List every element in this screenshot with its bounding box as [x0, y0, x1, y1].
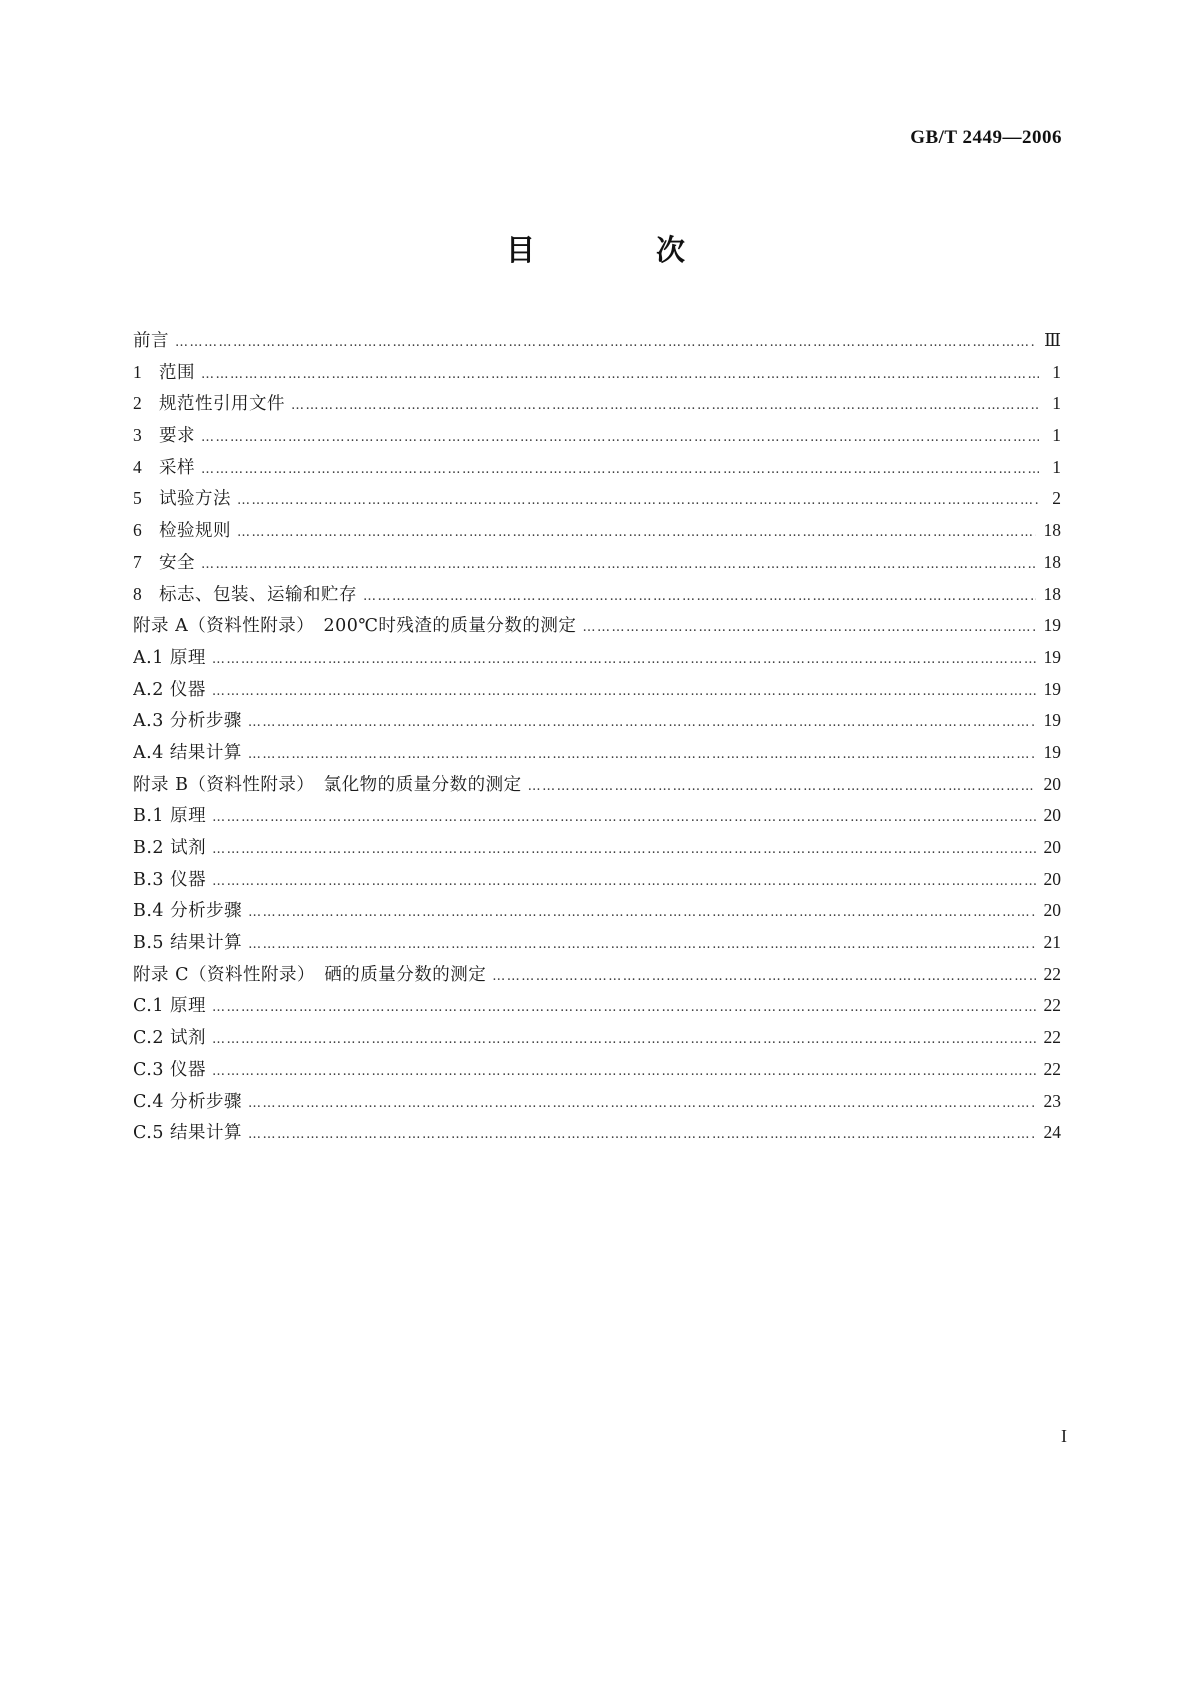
toc-entry-label: 3 要求: [133, 425, 195, 447]
toc-entry-a4[interactable]: [133, 739, 1061, 771]
toc-leader-dots: [212, 1064, 1035, 1079]
toc-leader-dots: [582, 620, 1035, 635]
toc-entry-page: 1: [1052, 361, 1061, 382]
toc-leader-dots: [201, 557, 1036, 572]
toc-leader-dots: [492, 969, 1035, 984]
toc-entry-page: 20: [1043, 900, 1061, 921]
toc-entry-label: 附录 B（资料性附录） 氯化物的质量分数的测定: [133, 774, 522, 795]
toc-leader-dots: [363, 589, 1036, 604]
toc-entry-8[interactable]: [133, 581, 1061, 613]
toc-entry-label: 附录 A（资料性附录） 200℃时残渣的质量分数的测定: [133, 616, 577, 637]
toc-entry-page: 19: [1043, 678, 1061, 699]
toc-entry-label: B.5 结果计算: [133, 933, 243, 954]
toc-leader-dots: [248, 715, 1036, 730]
toc-entry-c1[interactable]: [133, 992, 1061, 1024]
toc-leader-dots: [248, 1127, 1035, 1142]
toc-entry-page: 19: [1043, 741, 1061, 762]
toc-entry-page: 19: [1043, 710, 1061, 731]
toc-entry-page: Ⅲ: [1044, 330, 1061, 350]
toc-entry-page: 2: [1052, 488, 1061, 509]
page-number: I: [1061, 1426, 1067, 1446]
toc-entry-preface[interactable]: [133, 327, 1061, 359]
toc-entry-page: 20: [1043, 868, 1061, 889]
toc-entry-page: 19: [1043, 646, 1061, 667]
toc-entry-a1[interactable]: [133, 644, 1061, 676]
toc-entry-label: C.5 结果计算: [133, 1123, 243, 1144]
toc-entry-label: C.1 原理: [133, 996, 207, 1017]
toc-entry-page: 24: [1043, 1122, 1061, 1143]
toc-entry-b1[interactable]: [133, 802, 1061, 834]
toc-entry-page: 23: [1043, 1090, 1061, 1111]
toc-entry-appendix-a[interactable]: [133, 612, 1061, 644]
toc-entry-page: 1: [1052, 425, 1061, 446]
toc-entry-page: 22: [1043, 963, 1061, 984]
toc-entry-label: 前言: [133, 331, 169, 351]
toc-entry-c5[interactable]: [133, 1119, 1061, 1151]
toc-leader-dots: [201, 462, 1039, 477]
toc-entry-7[interactable]: [133, 549, 1061, 581]
toc-entry-5[interactable]: [133, 485, 1061, 517]
toc-entry-label: A.4 结果计算: [133, 742, 242, 763]
toc-entry-label: 4 采样: [133, 456, 195, 478]
toc-entry-page: 18: [1043, 551, 1061, 572]
toc-entry-page: 20: [1043, 837, 1061, 857]
toc-entry-page: 18: [1043, 583, 1061, 604]
toc-leader-dots: [175, 335, 1036, 350]
toc-entry-number: 3: [133, 425, 143, 446]
toc-entry-b2[interactable]: [133, 834, 1061, 866]
toc-entry-3[interactable]: [133, 422, 1061, 454]
toc-entry-page: 22: [1043, 1027, 1061, 1048]
toc-entry-b4[interactable]: [133, 897, 1061, 929]
toc-entry-label: B.2 试剂: [133, 838, 207, 858]
toc-leader-dots: [212, 842, 1035, 857]
toc-entry-number: 1: [133, 361, 143, 382]
toc-entry-a2[interactable]: [133, 676, 1061, 708]
toc-entry-page: 22: [1043, 995, 1061, 1016]
table-of-contents: [133, 327, 1061, 1151]
toc-entry-number: 2: [133, 393, 143, 414]
toc-leader-dots: [212, 874, 1035, 889]
toc-entry-number: 4: [133, 456, 143, 477]
toc-entry-label: 6 检验规则: [133, 520, 231, 542]
toc-entry-label: B.1 原理: [133, 806, 207, 827]
toc-entry-a3[interactable]: [133, 707, 1061, 739]
toc-leader-dots: [212, 1000, 1035, 1015]
toc-entry-label: C.3 仪器: [133, 1059, 207, 1080]
toc-leader-dots: [237, 525, 1036, 540]
toc-entry-label: 7 安全: [133, 551, 195, 573]
toc-entry-4[interactable]: [133, 454, 1061, 486]
toc-entry-page: 20: [1043, 773, 1061, 794]
toc-entry-2[interactable]: [133, 390, 1061, 422]
toc-entry-appendix-c[interactable]: [133, 961, 1061, 993]
toc-entry-b5[interactable]: [133, 929, 1061, 961]
toc-entry-label: C.4 分析步骤: [133, 1091, 243, 1112]
toc-entry-page: 19: [1043, 615, 1061, 636]
toc-entry-label: A.2 仪器: [133, 679, 206, 700]
toc-entry-number: 7: [133, 551, 143, 572]
toc-leader-dots: [212, 652, 1036, 667]
toc-leader-dots: [212, 684, 1036, 699]
toc-entry-label: B.3 仪器: [133, 869, 207, 890]
toc-entry-number: 8: [133, 583, 143, 604]
toc-leader-dots: [248, 937, 1035, 952]
toc-entry-label: A.1 原理: [133, 647, 206, 668]
toc-leader-dots: [248, 747, 1036, 762]
toc-entry-label: 2 规范性引用文件: [133, 393, 285, 415]
toc-entry-label: A.3 分析步骤: [133, 711, 242, 732]
toc-entry-label: C.2 试剂: [133, 1028, 207, 1049]
toc-leader-dots: [212, 810, 1035, 825]
toc-entry-1[interactable]: [133, 359, 1061, 391]
toc-entry-page: 1: [1052, 456, 1061, 477]
toc-entry-page: 18: [1043, 520, 1061, 541]
toc-leader-dots: [248, 1096, 1035, 1111]
toc-entry-label: 1 范围: [133, 361, 195, 383]
toc-leader-dots: [201, 430, 1039, 445]
toc-entry-c4[interactable]: [133, 1088, 1061, 1120]
toc-leader-dots: [212, 1032, 1035, 1047]
toc-entry-label: 附录 C（资料性附录） 硒的质量分数的测定: [133, 964, 487, 985]
toc-entry-page: 22: [1043, 1058, 1061, 1079]
document-code: GB/T 2449—2006: [910, 127, 1062, 148]
toc-entry-number: 6: [133, 520, 143, 541]
toc-entry-page: 21: [1043, 932, 1061, 953]
toc-entry-c2[interactable]: [133, 1024, 1061, 1056]
toc-leader-dots: [201, 367, 1039, 382]
toc-entry-label: 5 试验方法: [133, 488, 231, 510]
toc-leader-dots: [291, 398, 1039, 413]
toc-entry-b3[interactable]: [133, 866, 1061, 898]
toc-leader-dots: [237, 493, 1039, 508]
toc-entry-6[interactable]: [133, 517, 1061, 549]
toc-entry-label: 8 标志、包装、运输和贮存: [133, 583, 357, 605]
toc-entry-appendix-b[interactable]: [133, 771, 1061, 803]
toc-entry-c3[interactable]: [133, 1056, 1061, 1088]
page-title: 目 次: [505, 233, 731, 267]
toc-leader-dots: [528, 779, 1036, 794]
toc-entry-number: 5: [133, 488, 143, 509]
toc-entry-page: 1: [1052, 393, 1061, 414]
toc-entry-page: 20: [1043, 805, 1061, 826]
toc-leader-dots: [248, 905, 1035, 920]
toc-entry-label: B.4 分析步骤: [133, 901, 243, 922]
